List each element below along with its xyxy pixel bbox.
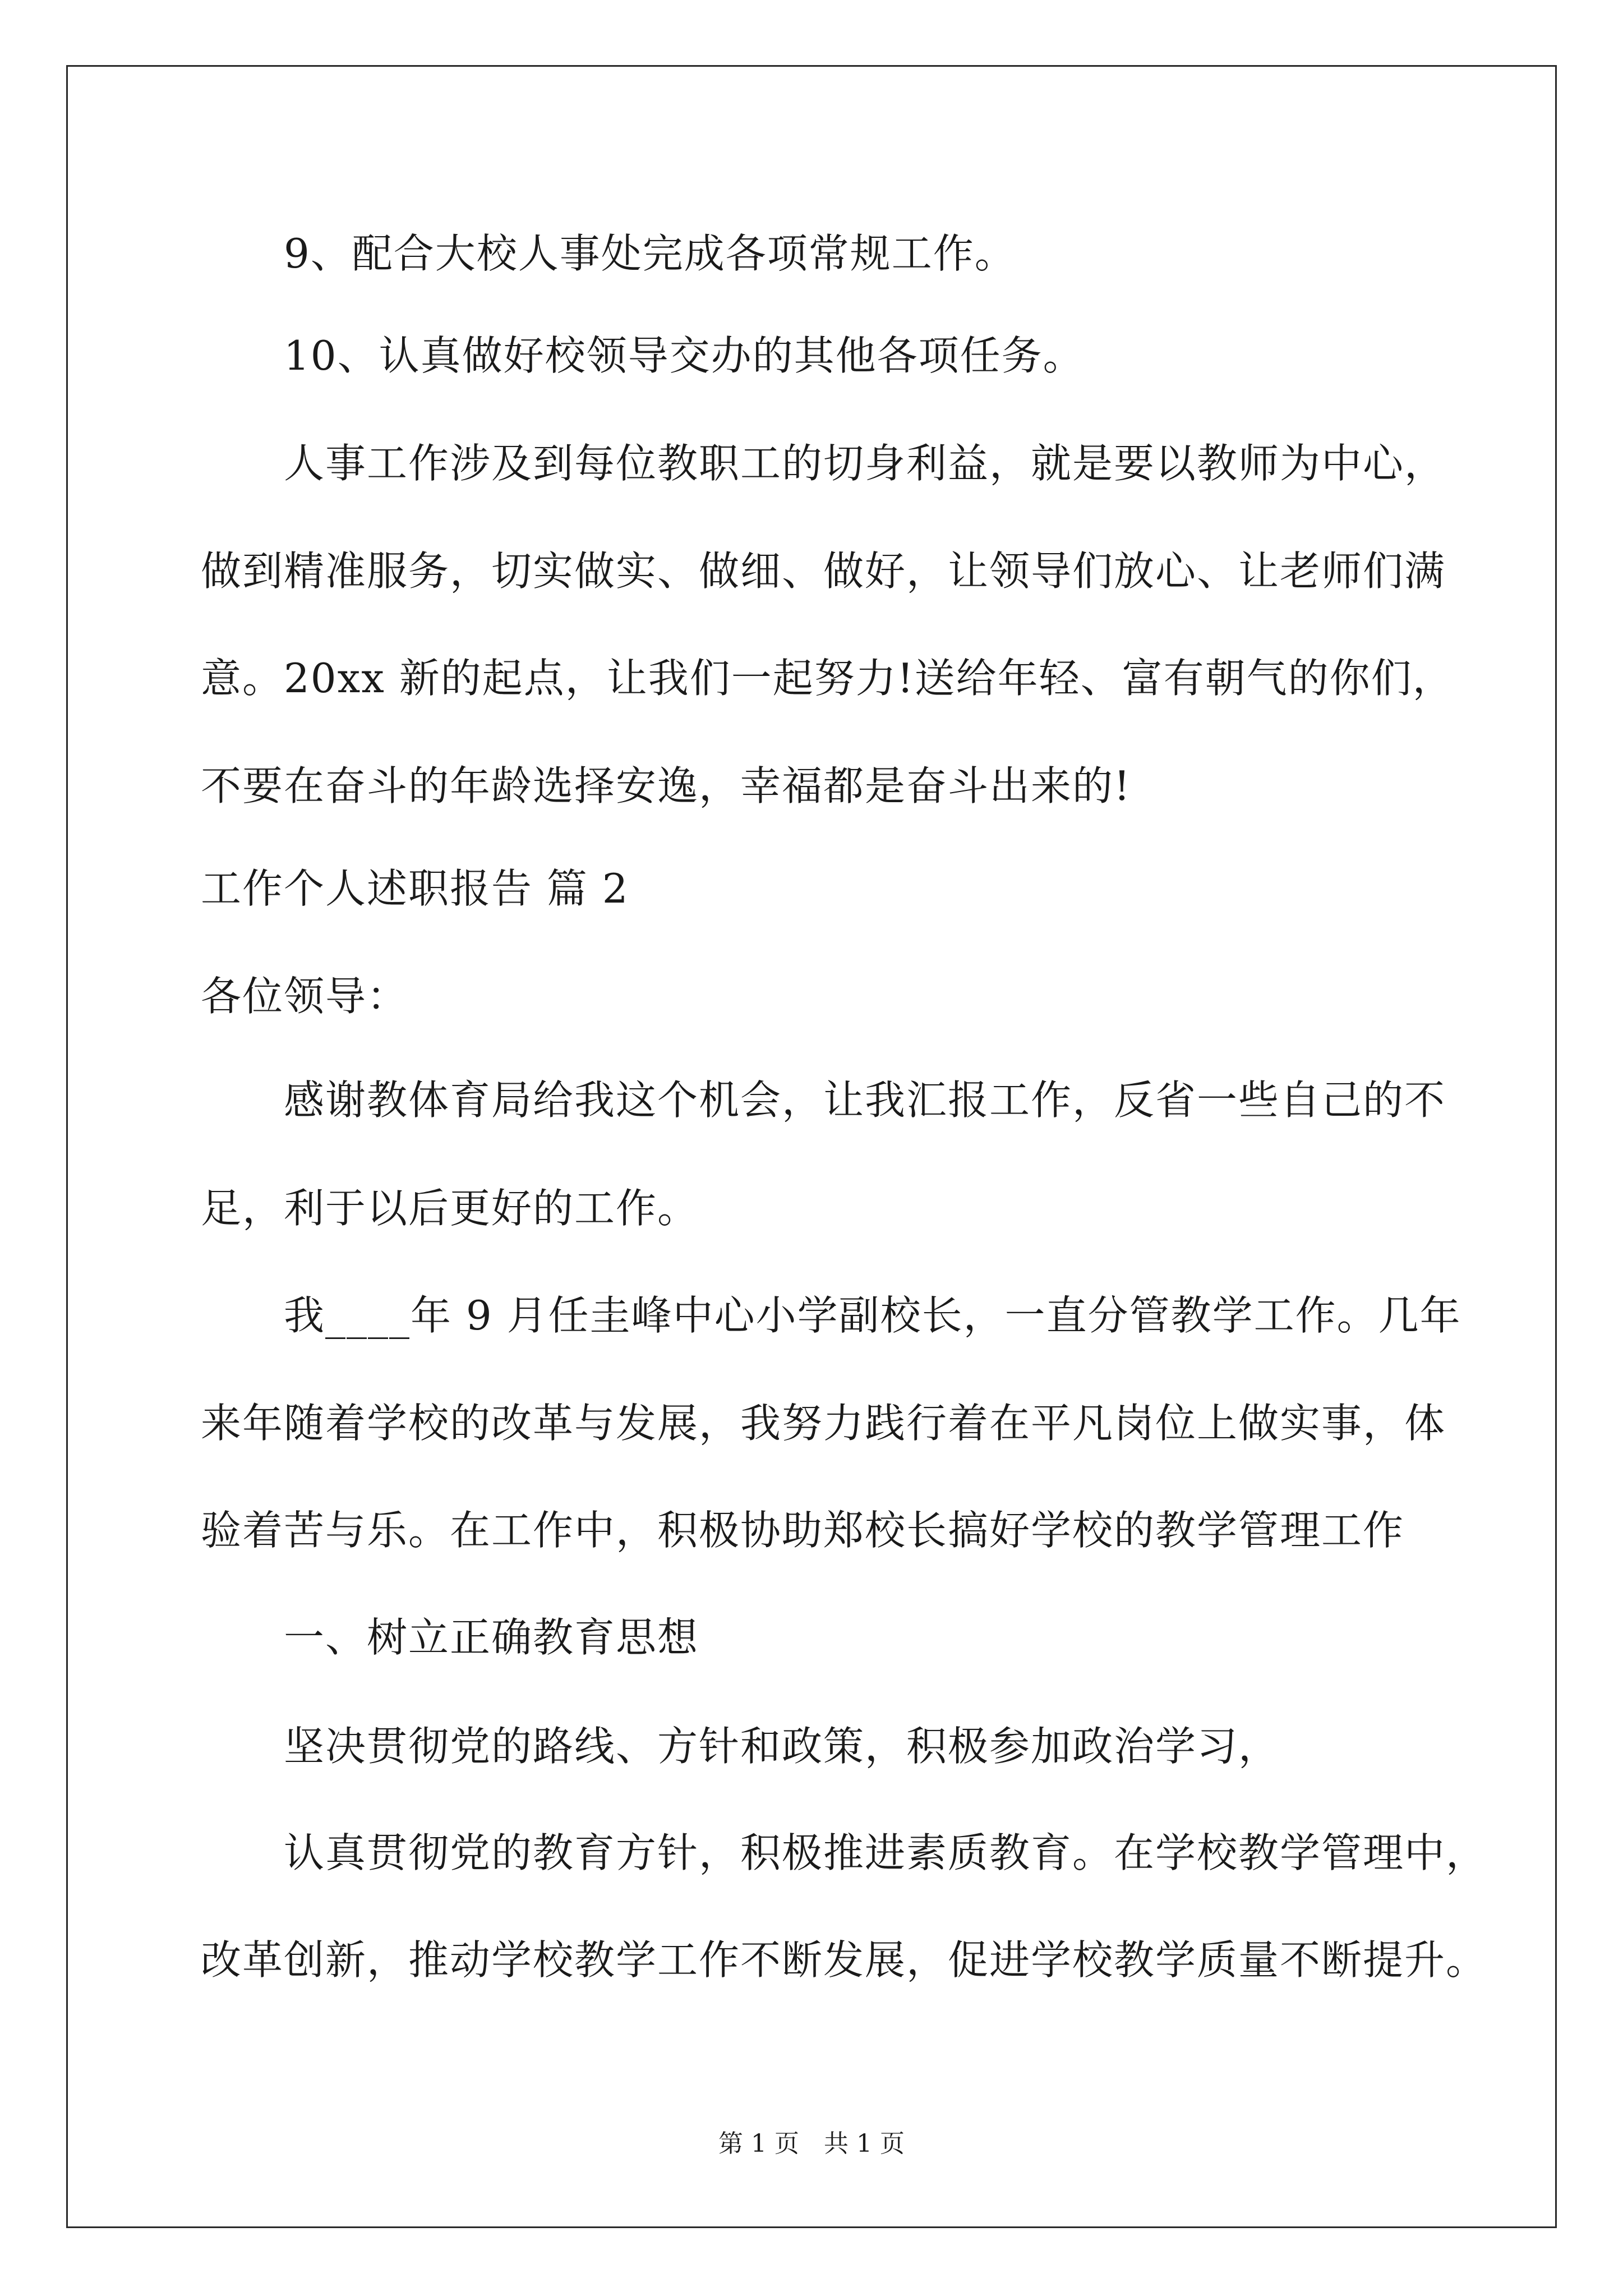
paragraph-line: 不要在奋斗的年龄选择安逸，幸福都是奋斗出来的!: [201, 762, 1131, 809]
paragraph-line: 意。20xx 新的起点，让我们一起努力!送给年轻、富有朝气的你们，: [201, 655, 1454, 702]
paragraph-line: 10、认真做好校领导交办的其他各项任务。: [284, 332, 1085, 379]
paragraph-line: 人事工作涉及到每位教职工的切身利益，就是要以教师为中心，: [284, 440, 1446, 487]
paragraph-line: 我____年 9 月任圭峰中心小学副校长，一直分管教学工作。几年: [284, 1292, 1461, 1339]
paragraph-line: 验着苦与乐。在工作中，积极协助郑校长搞好学校的教学管理工作: [201, 1507, 1405, 1554]
paragraph-line: 来年随着学校的改革与发展，我努力践行着在平凡岗位上做实事，体: [201, 1400, 1446, 1447]
paragraph-line: 9、配合大校人事处完成各项常规工作。: [284, 230, 1016, 277]
paragraph-line: 做到精准服务，切实做实、做细、做好，让领导们放心、让老师们满: [201, 547, 1446, 595]
paragraph-line: 感谢教体育局给我这个机会，让我汇报工作，反省一些自己的不: [284, 1076, 1446, 1124]
paragraph-line: 坚决贯彻党的路线、方针和政策，积极参加政治学习，: [284, 1723, 1280, 1770]
paragraph-line: 足，利于以后更好的工作。: [201, 1185, 699, 1232]
page-border: [66, 65, 1557, 2228]
salutation: 各位领导：: [201, 973, 409, 1020]
paragraph-line: 改革创新，推动学校教学工作不断发展，促进学校教学质量不断提升。: [201, 1936, 1488, 1984]
page-number-footer: 第 1 页 共 1 页: [718, 2129, 905, 2158]
paragraph-line: 认真贯彻党的教育方针，积极推进素质教育。在学校教学管理中，: [284, 1829, 1488, 1876]
subheading: 一、树立正确教育思想: [284, 1614, 699, 1661]
section-heading: 工作个人述职报告 篇 2: [201, 865, 629, 912]
